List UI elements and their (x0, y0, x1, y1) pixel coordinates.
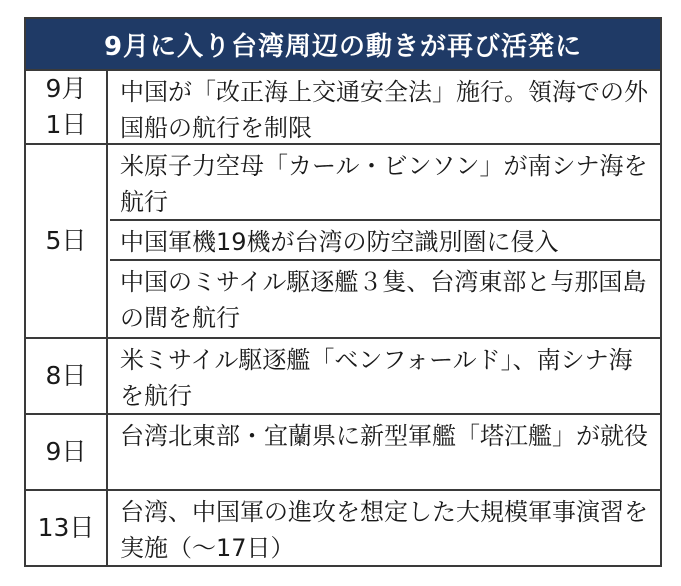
event-cell: 台湾、中国軍の進攻を想定した大規模軍事演習を実施（～17日） (120, 498, 648, 562)
event-cell: 中国が「改正海上交通安全法」施行。領海での外国船の航行を制限 (120, 78, 648, 142)
date-cell: 9日 (26, 415, 108, 489)
event-cell: 中国軍機19機が台湾の防空識別圏に侵入 (120, 228, 559, 256)
date-cell: 8日 (26, 339, 108, 413)
date-cell: 5日 (26, 145, 108, 337)
date-cell: 13日 (26, 491, 108, 565)
date-cell: 9月 1日 (26, 71, 108, 143)
event-cell: 米ミサイル駆逐艦「ベンフォールド」、南シナ海を航行 (120, 346, 633, 410)
events-table (24, 17, 662, 567)
event-cell: 中国のミサイル駆逐艦３隻、台湾東部と与那国島の間を航行 (120, 268, 647, 332)
event-cell: 米原子力空母「カール・ビンソン」が南シナ海を航行 (120, 152, 648, 216)
table-title: 9月に入り台湾周辺の動きが再び活発に (26, 19, 660, 69)
event-cell: 台湾北東部・宜蘭県に新型軍艦「塔江艦」が就役 (120, 422, 648, 450)
